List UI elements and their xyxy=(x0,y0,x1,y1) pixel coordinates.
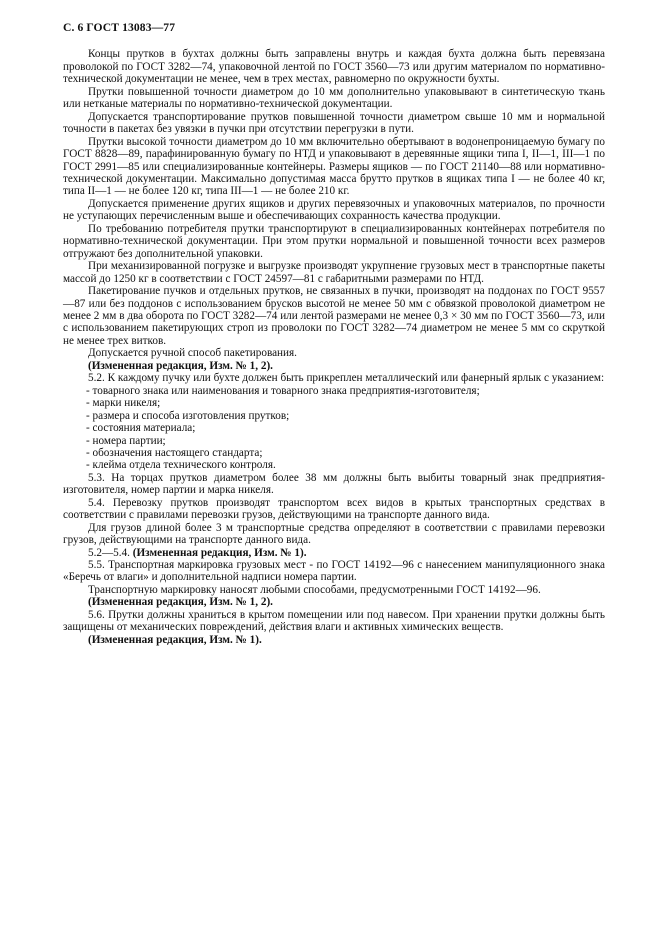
list-item: - состояния материала; xyxy=(86,422,196,435)
paragraph: Транспортную маркировку наносят любыми способами, предусмотренными ГОСТ 14192—96. xyxy=(88,583,541,596)
paragraph: Пакетирование пучков и отдельных прутков, не связанных в пучки, производят на поддонах по ГОСТ 9557—87 или без поддонов с использованием брусков высотой не менее 50 мм с обвязкой проволокой диаметром не менее 2 мм в два оборота по ГОСТ 3282—74 или лентой размерами не менее 0,3 × 30 мм по ГОСТ 3560—73, или с использованием пакетирующих строп из проволоки по ГОСТ 3282—74 диаметром не менее 5 мм со скруткой не менее трех витков. xyxy=(63,285,605,347)
section-5-5: 5.5. Транспортная маркировка грузовых мест - по ГОСТ 14192—96 с нанесением манипуляционного знака «Беречь от влаги» и дополнительной надписи номера партии. xyxy=(63,559,605,584)
paragraph: Концы прутков в бухтах должны быть заправлены внутрь и каждая бухта должна быть перевязана проволокой по ГОСТ 3282—74, упаковочной лентой по ГОСТ 3560—73 или другим материалом по нормативно-технической документации не менее, чем в трех местах, равномерно по окружности бухты. xyxy=(63,48,605,86)
edit-note: (Измененная редакция, Изм. № 1, 2). xyxy=(88,596,273,609)
list-item: - обозначения настоящего стандарта; xyxy=(86,446,263,459)
paragraph: Допускается транспортирование прутков повышенной точности диаметром свыше 10 мм и нормальной точности в пакетах без увязки в пучки при отсутствии перегрузки в пути. xyxy=(63,110,605,136)
edit-note-text: (Измененная редакция, Изм. № 1). xyxy=(132,546,307,559)
edit-note: (Измененная редакция, Изм. № 1). xyxy=(88,633,262,646)
paragraph: Для грузов длиной более 3 м транспортные средства определяют в соответствии с правилами перевозки грузов, действующими на транспорте данного вида. xyxy=(63,521,605,547)
section-5-3: 5.3. На торцах прутков диаметром более 38 мм должны быть выбиты товарный знак предприятия-изготовителя, номер партии и марка никеля. xyxy=(63,471,605,497)
section-5-4: 5.4. Перевозку прутков производят транспортом всех видов в крытых транспортных средствах в соответствии с правилами перевозки грузов, действующими на транспорте данного вида. xyxy=(63,496,605,522)
paragraph: Допускается применение других ящиков и других перевязочных и упаковочных материалов, по прочности не уступающих перечисленным выше и обеспечивающих сохранность качества продукции. xyxy=(63,197,605,223)
edit-note-prefix: 5.2—5.4. xyxy=(88,546,130,559)
list-item: - марки никеля; xyxy=(86,397,161,410)
page-header: С. 6 ГОСТ 13083—77 xyxy=(63,21,176,34)
edit-note-5-2-5-4 xyxy=(63,547,605,559)
paragraph: Прутки высокой точности диаметром до 10 мм включительно обертывают в водонепроницаемую бумагу по ГОСТ 8828—89, парафинированную бумагу по НТД и упаковывают в деревянные ящики типа I, II—1, III—1 по ГОСТ 2991—85 или специализированные контейнеры. Размеры ящиков — по ГОСТ 21140—88 или нормативно-технической документации. Максимально допустимая масса брутто прутков в ящиках типа I — не более 40 кг, типа II—1 — не более 120 кг, типа III—1 — не более 210 кг. xyxy=(63,135,605,198)
paragraph: При механизированной погрузке и выгрузке производят укрупнение грузовых мест в транспортные пакеты массой до 1250 кг в соответствии с ГОСТ 24597—81 с габаритными размерами по НТД. xyxy=(63,260,605,285)
list-item: - клейма отдела технического контроля. xyxy=(86,459,276,472)
paragraph: Прутки повышенной точности диаметром до 10 мм дополнительно упаковывают в синтетическую ткань или нетканые материалы по нормативно-технической документации. xyxy=(63,85,605,111)
paragraph: По требованию потребителя прутки транспортируют в специализированных контейнерах потребителя по нормативно-технической документации. При этом прутки нормальной и повышенной точности всех размеров отгружают без дополнительной упаковки. xyxy=(63,222,605,260)
document-body xyxy=(63,48,605,646)
list-item: - размера и способа изготовления прутков; xyxy=(86,409,290,422)
list-item: - номера партии; xyxy=(86,434,166,447)
list-item: - товарного знака или наименования и товарного знака предприятия-изготовителя; xyxy=(86,384,480,397)
section-5-2: 5.2. К каждому пучку или бухте должен быть прикреплен металлический или фанерный ярлык с указанием: xyxy=(88,372,605,385)
section-5-6: 5.6. Прутки должны храниться в крытом помещении или под навесом. При хранении прутки должны быть защищены от механических повреждений, действия влаги и активных химических веществ. xyxy=(63,608,605,634)
paragraph: Допускается ручной способ пакетирования. xyxy=(88,347,297,360)
edit-note: (Измененная редакция, Изм. № 1, 2). xyxy=(88,359,273,372)
